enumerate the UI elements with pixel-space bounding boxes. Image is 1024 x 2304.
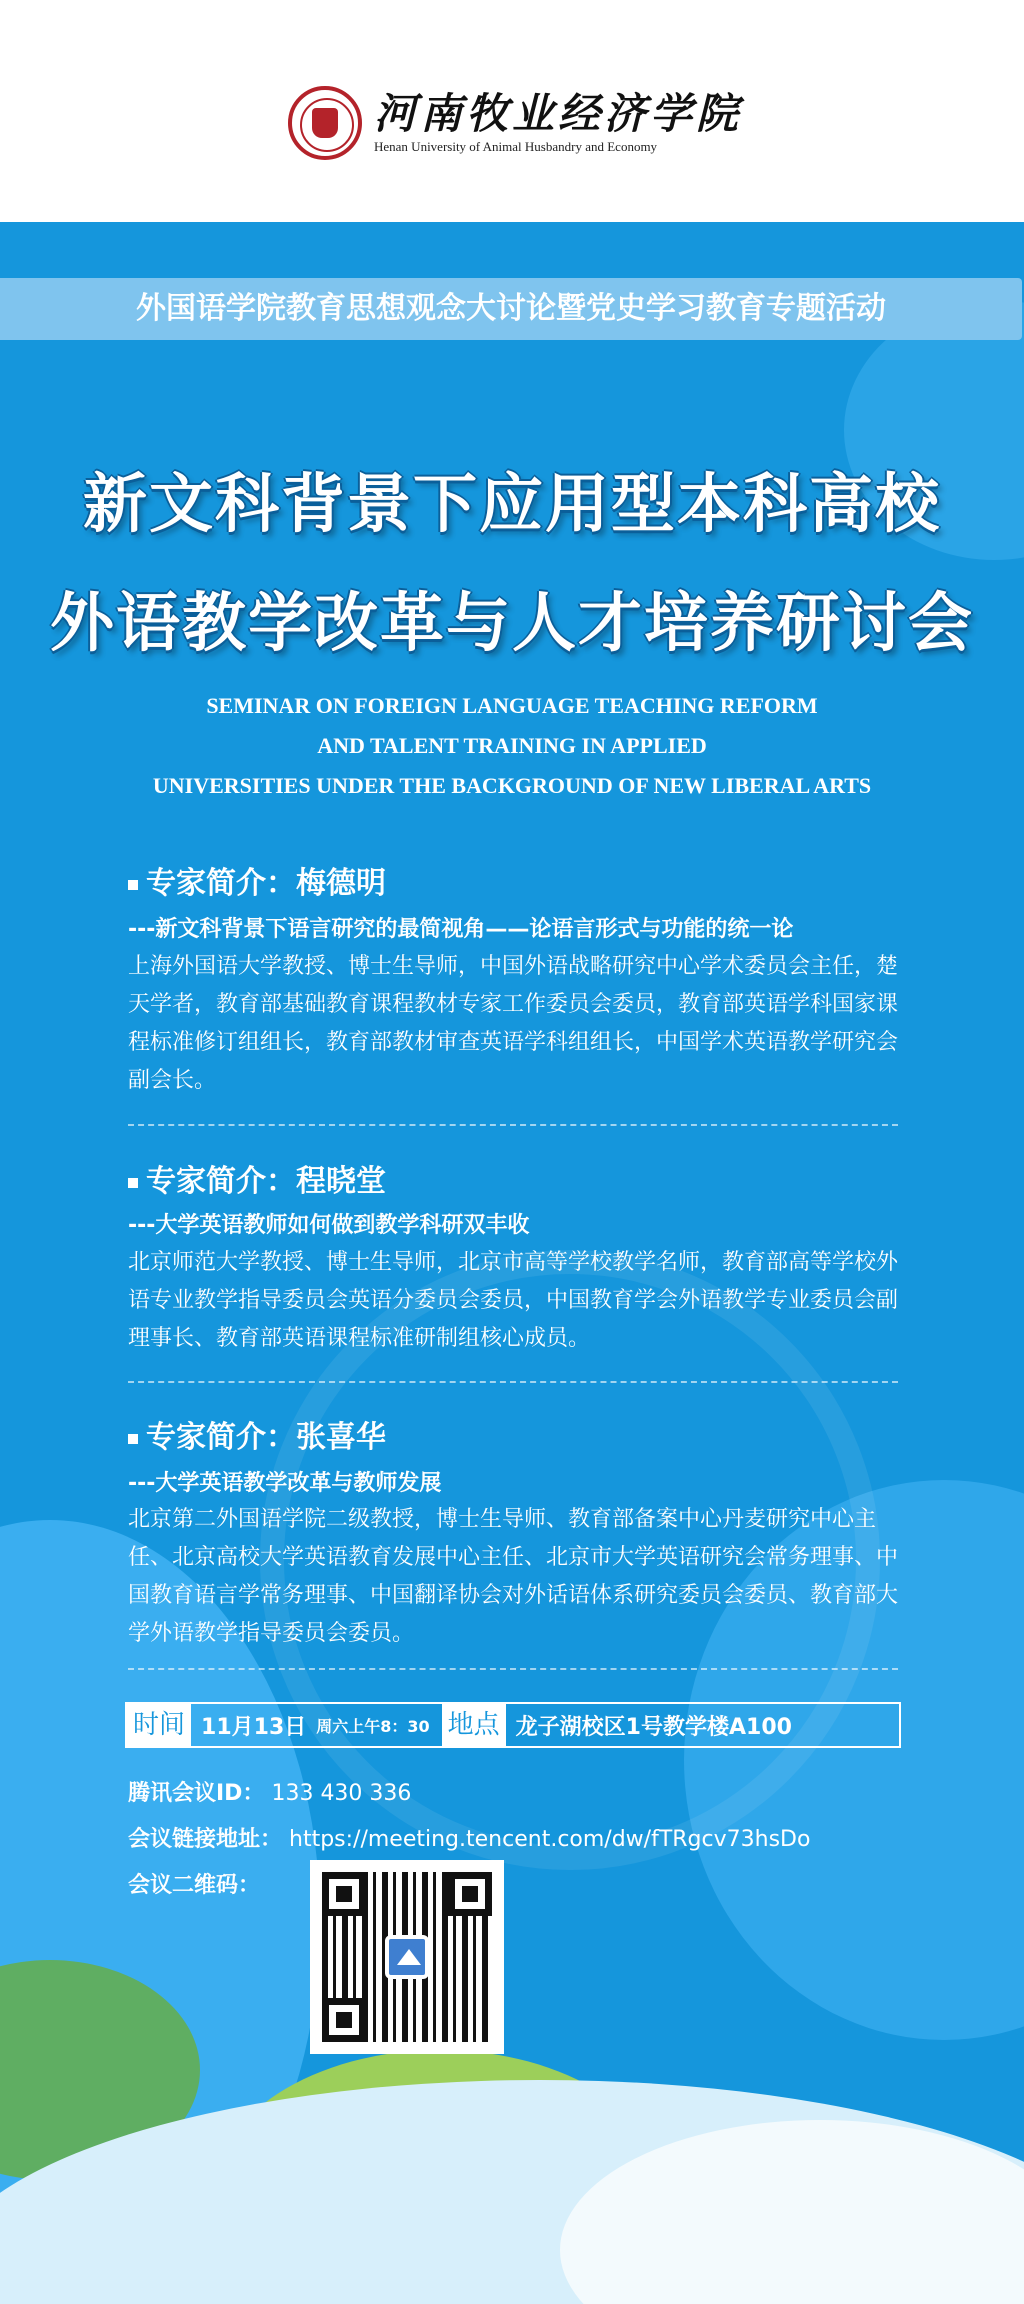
- meeting-id-value[interactable]: 133 430 336: [271, 1781, 412, 1806]
- bullet-square-icon: [128, 1434, 138, 1444]
- english-title-line-2: AND TALENT TRAINING IN APPLIED: [317, 733, 707, 758]
- english-title-line-3: UNIVERSITIES UNDER THE BACKGROUND OF NEW LIBERAL ARTS: [152, 773, 872, 798]
- place-label: 地点: [442, 1704, 506, 1746]
- qr-finder: [322, 1872, 366, 1916]
- event-banner: 外国语学院教育思想观念大讨论暨党史学习教育专题活动: [0, 278, 1022, 340]
- expert-bio-2: 北京师范大学教授、博士生导师，北京市高等学校教学名师，教育部高等学校外语专业教学指导委员会英语分委员会委员，中国教育学会外语教学专业委员会副理事长、教育部英语课程标准研制组核心成员。: [128, 1250, 899, 1351]
- expert-heading-3: 专家简介：张喜华: [128, 1412, 386, 1456]
- time-label: 时间: [127, 1704, 191, 1746]
- university-logo: [288, 86, 742, 160]
- bullet-square-icon: [128, 1178, 138, 1188]
- divider: [128, 1124, 898, 1126]
- university-name-en: Henan University of Animal Husbandry and Economy: [374, 139, 658, 155]
- meeting-link-row: [128, 1822, 810, 1853]
- expert-heading-2: 专家简介：程晓堂: [128, 1156, 386, 1200]
- place-value: 龙子湖校区1号教学楼A100: [515, 1714, 792, 1740]
- meeting-qr-code[interactable]: [310, 1860, 504, 2054]
- qr-pattern: [322, 1872, 492, 2042]
- time-place-bar: [125, 1702, 901, 1748]
- expert-topic-1: ---新文科背景下语言研究的最简视角——论语言形式与功能的统一论: [128, 917, 794, 942]
- meeting-link-label: 会议链接地址：: [128, 1827, 283, 1852]
- university-name-cn: 河南牧业经济学院: [374, 88, 743, 138]
- main-title-line-2: 外语教学改革与人才培养研讨会: [50, 587, 974, 661]
- expert-topic-2: ---大学英语教师如何做到教学科研双丰收: [128, 1213, 530, 1238]
- meeting-qr-label: 会议二维码：: [128, 1873, 261, 1898]
- university-seal-icon: [288, 86, 362, 160]
- meeting-id-label: 腾讯会议ID：: [128, 1781, 265, 1806]
- english-title: [0, 686, 1024, 806]
- divider: [128, 1381, 898, 1383]
- expert-bio-1: 上海外国语大学教授、博士生导师，中国外语战略研究中心学术委员会主任，楚天学者，教育部基础教育课程教材专家工作委员会委员，教育部英语学科国家课程标准修订组组长，教育部教材审查英语学科组组长，中国学术英语教学研究会副会长。: [128, 954, 899, 1093]
- english-title-line-1: SEMINAR ON FOREIGN LANGUAGE TEACHING REFORM: [206, 693, 818, 718]
- expert-heading-1: 专家简介：梅德明: [128, 858, 386, 902]
- expert-topic-3: ---大学英语教学改革与教师发展: [128, 1471, 442, 1496]
- divider: [128, 1668, 898, 1670]
- expert-bio-3: 北京第二外国语学院二级教授，博士生导师、教育部备案中心丹麦研究中心主任、北京高校大学英语教育发展中心主任、北京市大学英语研究会常务理事、中国教育语言学常务理事、中国翻译协会对外话语体系研究委员会委员、教育部大学外语教学指导委员会委员。: [128, 1507, 899, 1646]
- qr-finder: [322, 1998, 366, 2042]
- bullet-square-icon: [128, 880, 138, 890]
- header: [0, 0, 1024, 222]
- tencent-meeting-icon: [385, 1935, 429, 1979]
- meeting-link[interactable]: https://meeting.tencent.com/dw/fTRgcv73hsDo: [289, 1827, 811, 1852]
- date-value: 11月13日: [201, 1714, 307, 1740]
- meeting-id-row: [128, 1776, 411, 1807]
- weekday-time-value: 周六上午8：30: [316, 1716, 430, 1736]
- main-title-line-1: 新文科背景下应用型本科高校: [83, 468, 941, 542]
- qr-finder: [448, 1872, 492, 1916]
- meeting-qr-row: [128, 1868, 260, 1899]
